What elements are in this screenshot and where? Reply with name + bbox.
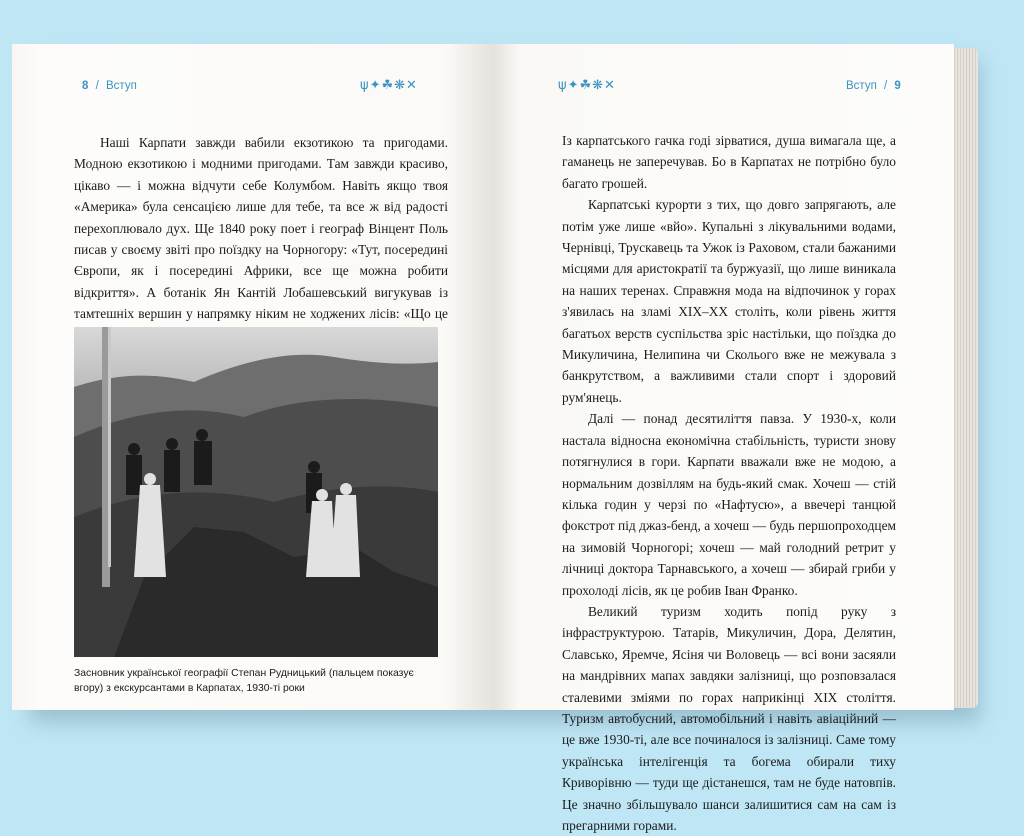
right-paragraph-1: Із карпатського гачка годі зірватися, душа вимагала ще, а гаманець не заперечував. Бо в Карпатах не потрібно було багато грошей. [562, 133, 896, 191]
left-page-number: 8 [82, 80, 89, 92]
right-running-head [846, 80, 901, 92]
photo-caption: Засновник української географії Степан Рудницький (пальцем показує вгору) з екскурсантами в Карпатах, 1930-ті роки [74, 668, 414, 694]
right-paragraph-3: Далі — понад десятиліття павза. У 1930-х, коли настала відносна економічна стабільність, туристи знову потягнулися в гори. Карпати вважали вже не модою, а нормальним дозвіллям на будь-який смак. Хочеш — стій кілька годин у черзі по «Нафтусю», а ввечері танцюй фокстрот під джаз-бенд, а хочеш — будь першопроходцем на зимовій Чорногорі; хочеш — май голодний ретрит у лічниці доктора Тарнавського, а хочеш — збирай гриби у прохолоді лісів, як це робив Іван Франко. [562, 411, 896, 598]
left-page [12, 44, 492, 710]
left-section-title: Вступ [106, 80, 137, 92]
left-paragraph: Наші Карпати завжди вабили екзотикою та пригодами. Модною екзотикою і модними пригодами. Там завжди красиво, цікаво — і можна відчути себе Колумбом. Навіть якщо твоя «Америка» була сенсацією лише для тебе, та все ж від радості перехоплювало дух. Ще 1840 року поет і географ Вінцент Поль писав у своєму звіті про поїздку на Чорногору: «Тут, посередині Європи, як і посередині Африки, все ще можна робити відкриття». А ботанік Ян Кантій Лобашевський вигукував із тамтешніх вершин у напрямку ніким не ходжених лісів: «Що це [74, 135, 448, 322]
page-edges [952, 48, 978, 708]
left-separator: / [95, 80, 99, 92]
right-paragraph-4: Великий туризм ходить попід руку з інфраструктурою. Татарів, Микуличин, Дора, Делятин, Славсько, Яремче, Ясіня чи Воловець — всі вони засяяли на мандрівних мапах завдяки залізниці, що розповзалася сталевими зміями по горах наприкінці XIX століття. Туризм автобусний, автомобільний і навіть авіаційний — це вже 1930-ті, але все починалося із залізниці. Саме тому українська інтелігенція та богема обирали тиху Криворівню — туди ще дістанешся, там не буде натовпів. Це значно збільшувало шанси залишитися сам на сам із прегарними горами. [562, 603, 896, 833]
left-ornament: ψ✦☘❋✕ [360, 78, 418, 93]
right-paragraph-2: Карпатські курорти з тих, що довго запрягають, але потім уже лише «вйо». Купальні з лікувальними водами, Чернівці, Трускавець та Ужок із Раховом, стали бажаними місцями для аристократії та буржуазії, що лише виникала на наших теренах. Справжня мода на відпочинок у горах з'явилась на зламі XIX–XX століть, коли рівень життя багатьох верств суспільства зріс настільки, що поїздка до Микуличина, Нелипина чи Сколього вже не межувала з банкрутством, а важливими стали спорт і здоровий рум'янець. [562, 197, 896, 405]
historical-photo [74, 327, 438, 657]
left-running-head [82, 80, 137, 92]
right-body-text [562, 130, 896, 836]
right-page-number: 9 [894, 80, 901, 92]
right-ornament: ψ✦☘❋✕ [558, 78, 616, 93]
right-page [492, 44, 954, 833]
right-separator: / [884, 80, 888, 92]
photo-illustration [74, 327, 438, 657]
right-section-title: Вступ [846, 80, 877, 92]
left-body-text [74, 132, 448, 346]
